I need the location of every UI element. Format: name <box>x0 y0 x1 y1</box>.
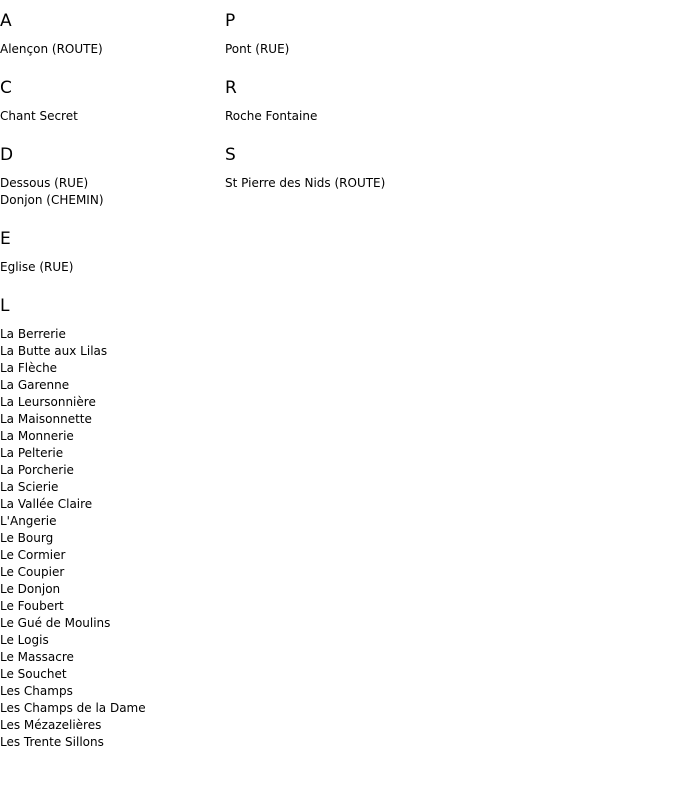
street-item[interactable]: Le Souchet <box>0 667 67 681</box>
street-item[interactable]: La Scierie <box>0 480 59 494</box>
street-item[interactable]: La Berrerie <box>0 327 66 341</box>
letter-heading: R <box>225 78 237 98</box>
street-item[interactable]: Donjon (CHEMIN) <box>0 193 104 207</box>
street-item[interactable]: Les Mézazelières <box>0 718 102 732</box>
letter-heading: L <box>0 296 10 316</box>
street-item[interactable]: Dessous (RUE) <box>0 176 89 190</box>
street-list <box>225 41 665 58</box>
street-item[interactable]: La Leursonnière <box>0 395 96 409</box>
street-item[interactable]: Le Foubert <box>0 599 64 613</box>
street-item[interactable]: Chant Secret <box>0 109 78 123</box>
street-item[interactable]: Les Champs <box>0 684 73 698</box>
letter-heading: E <box>0 229 11 249</box>
street-list <box>0 259 225 276</box>
letter-group-d <box>0 144 225 209</box>
street-index-right-column <box>225 10 665 211</box>
street-item[interactable]: La Flèche <box>0 361 58 375</box>
letter-heading: S <box>225 145 236 165</box>
street-item[interactable]: La Maisonnette <box>0 412 92 426</box>
street-list <box>0 108 225 125</box>
street-item[interactable]: Le Gué de Moulins <box>0 616 111 630</box>
street-item[interactable]: Le Bourg <box>0 531 54 545</box>
street-item[interactable]: Les Trente Sillons <box>0 735 104 749</box>
letter-heading: D <box>0 145 14 165</box>
street-item[interactable]: La Porcherie <box>0 463 74 477</box>
street-item[interactable]: L'Angerie <box>0 514 57 528</box>
street-item[interactable]: La Monnerie <box>0 429 74 443</box>
street-item[interactable]: La Butte aux Lilas <box>0 344 108 358</box>
letter-heading: A <box>0 11 12 31</box>
letter-group-a <box>0 10 225 58</box>
letter-heading: P <box>225 11 236 31</box>
street-list <box>0 326 225 751</box>
street-item[interactable]: Le Massacre <box>0 650 74 664</box>
street-item[interactable]: Le Logis <box>0 633 49 647</box>
street-item[interactable]: Eglise (RUE) <box>0 260 74 274</box>
letter-group-s <box>225 144 665 192</box>
letter-group-p <box>225 10 665 58</box>
street-list <box>0 175 225 209</box>
street-item[interactable]: Le Donjon <box>0 582 61 596</box>
street-item[interactable]: Roche Fontaine <box>225 109 318 123</box>
street-list <box>225 175 665 192</box>
street-index-left-column <box>0 10 225 770</box>
street-item[interactable]: La Pelterie <box>0 446 64 460</box>
street-item[interactable]: La Garenne <box>0 378 70 392</box>
street-list <box>0 41 225 58</box>
street-item[interactable]: Le Coupier <box>0 565 65 579</box>
street-item[interactable]: St Pierre des Nids (ROUTE) <box>225 176 386 190</box>
street-item[interactable]: La Vallée Claire <box>0 497 93 511</box>
letter-group-c <box>0 77 225 125</box>
letter-group-e <box>0 228 225 276</box>
street-item[interactable]: Pont (RUE) <box>225 42 290 56</box>
street-item[interactable]: Le Cormier <box>0 548 66 562</box>
letter-heading: C <box>0 78 12 98</box>
street-item[interactable]: Les Champs de la Dame <box>0 701 146 715</box>
street-list <box>225 108 665 125</box>
street-item[interactable]: Alençon (ROUTE) <box>0 42 103 56</box>
letter-group-r <box>225 77 665 125</box>
letter-group-l <box>0 295 225 751</box>
